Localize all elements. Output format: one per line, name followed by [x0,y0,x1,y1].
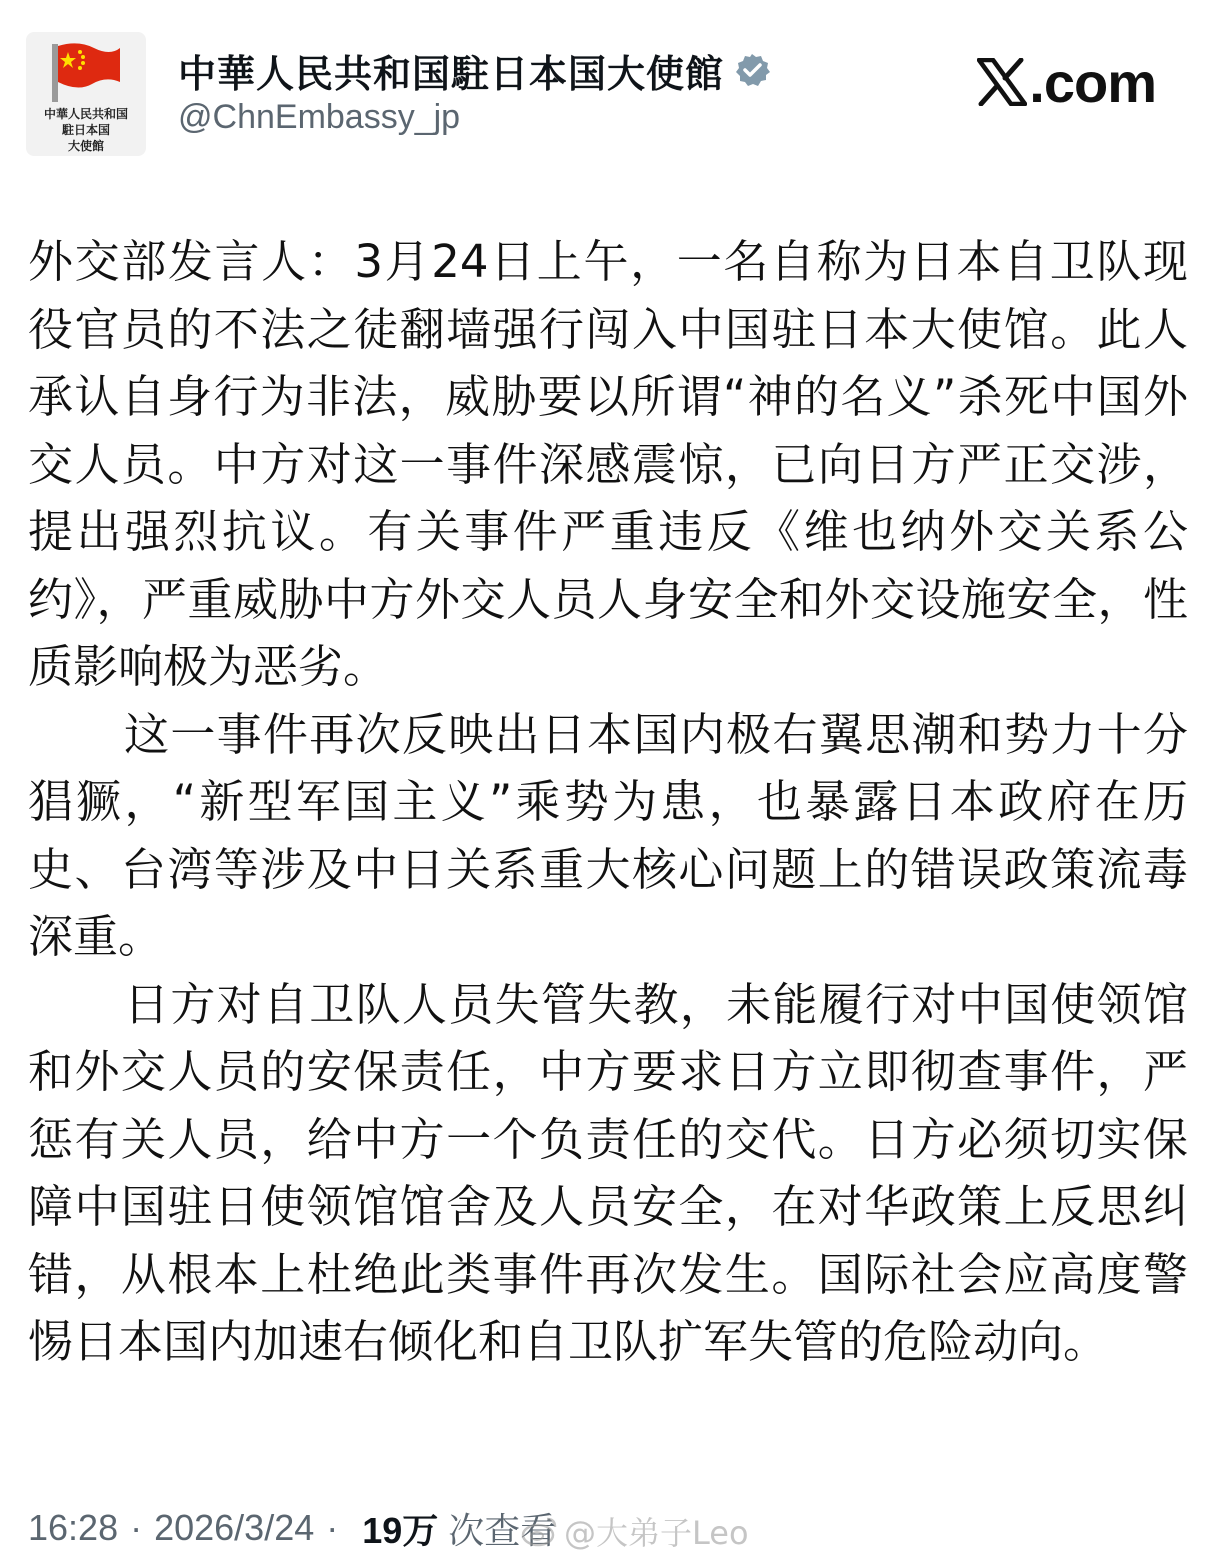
display-name-row [178,44,770,96]
avatar-caption [26,106,146,154]
post-paragraph-3: 日方对自卫队人员失管失教，未能履行对中国使领馆和外交人员的安保责任，中方要求日方立即彻查事件，严惩有关人员，给中方一个负责任的交代。日方必须切实保障中国驻日使领馆馆舍及人员安全，在对华政策上反思纠错，从根本上杜绝此类事件再次发生。国际社会应高度警惕日本国内加速右倾化和自卫队扩军失管的危险动向。 [28,977,1188,1368]
x-com-logo [977,50,1156,114]
display-name[interactable]: 中華人民共和国駐日本国大使館 [178,51,725,96]
post-paragraph-1: 外交部发言人：3月24日上午，一名自称为日本自卫队现役官员的不法之徒翻墙强行闯入中国驻日本大使馆。此人承认自身行为非法，威胁要以所谓“神的名义”杀死中国外交人员。中方对这一事件深感震惊，已向日方严正交涉，提出强烈抗议。有关事件严重违反《维也纳外交关系公约》，严重威胁中方外交人员人身安全和外交设施安全，性质影响极为恶劣。 [28,235,1188,693]
view-count-label: 次查看 [448,1509,557,1551]
post-header [0,0,1206,180]
post-footer [28,1500,556,1556]
avatar-line-2: 駐日本国 [61,123,110,137]
view-count[interactable]: 19万 [362,1509,439,1551]
avatar-line-3: 大使館 [67,139,104,153]
post-paragraph-2: 这一事件再次反映出日本国内极右翼思潮和势力十分猖獗，“新型军国主义”乘势为患，也暴露日本政府在历史、台湾等涉及中日关系重大核心问题上的错误政策流毒深重。 [28,707,1188,963]
separator-dot: · [130,1507,143,1548]
post-body [28,228,1188,1376]
avatar-line-1: 中華人民共和国 [43,107,128,121]
site-domain-suffix: .com [1029,50,1156,114]
avatar[interactable] [26,32,146,156]
watermark [520,1508,749,1554]
x-logo-icon [977,58,1027,106]
post-date[interactable]: 2026/3/24 [154,1507,315,1548]
weibo-icon [520,1511,560,1551]
verified-badge-icon [734,52,770,88]
user-handle[interactable]: @ChnEmbassy_jp [178,98,461,136]
watermark-text: @大弟子Leo [564,1514,749,1552]
separator-dot: · [326,1507,339,1548]
flag-icon [50,40,122,102]
post-time[interactable]: 16:28 [28,1507,119,1548]
